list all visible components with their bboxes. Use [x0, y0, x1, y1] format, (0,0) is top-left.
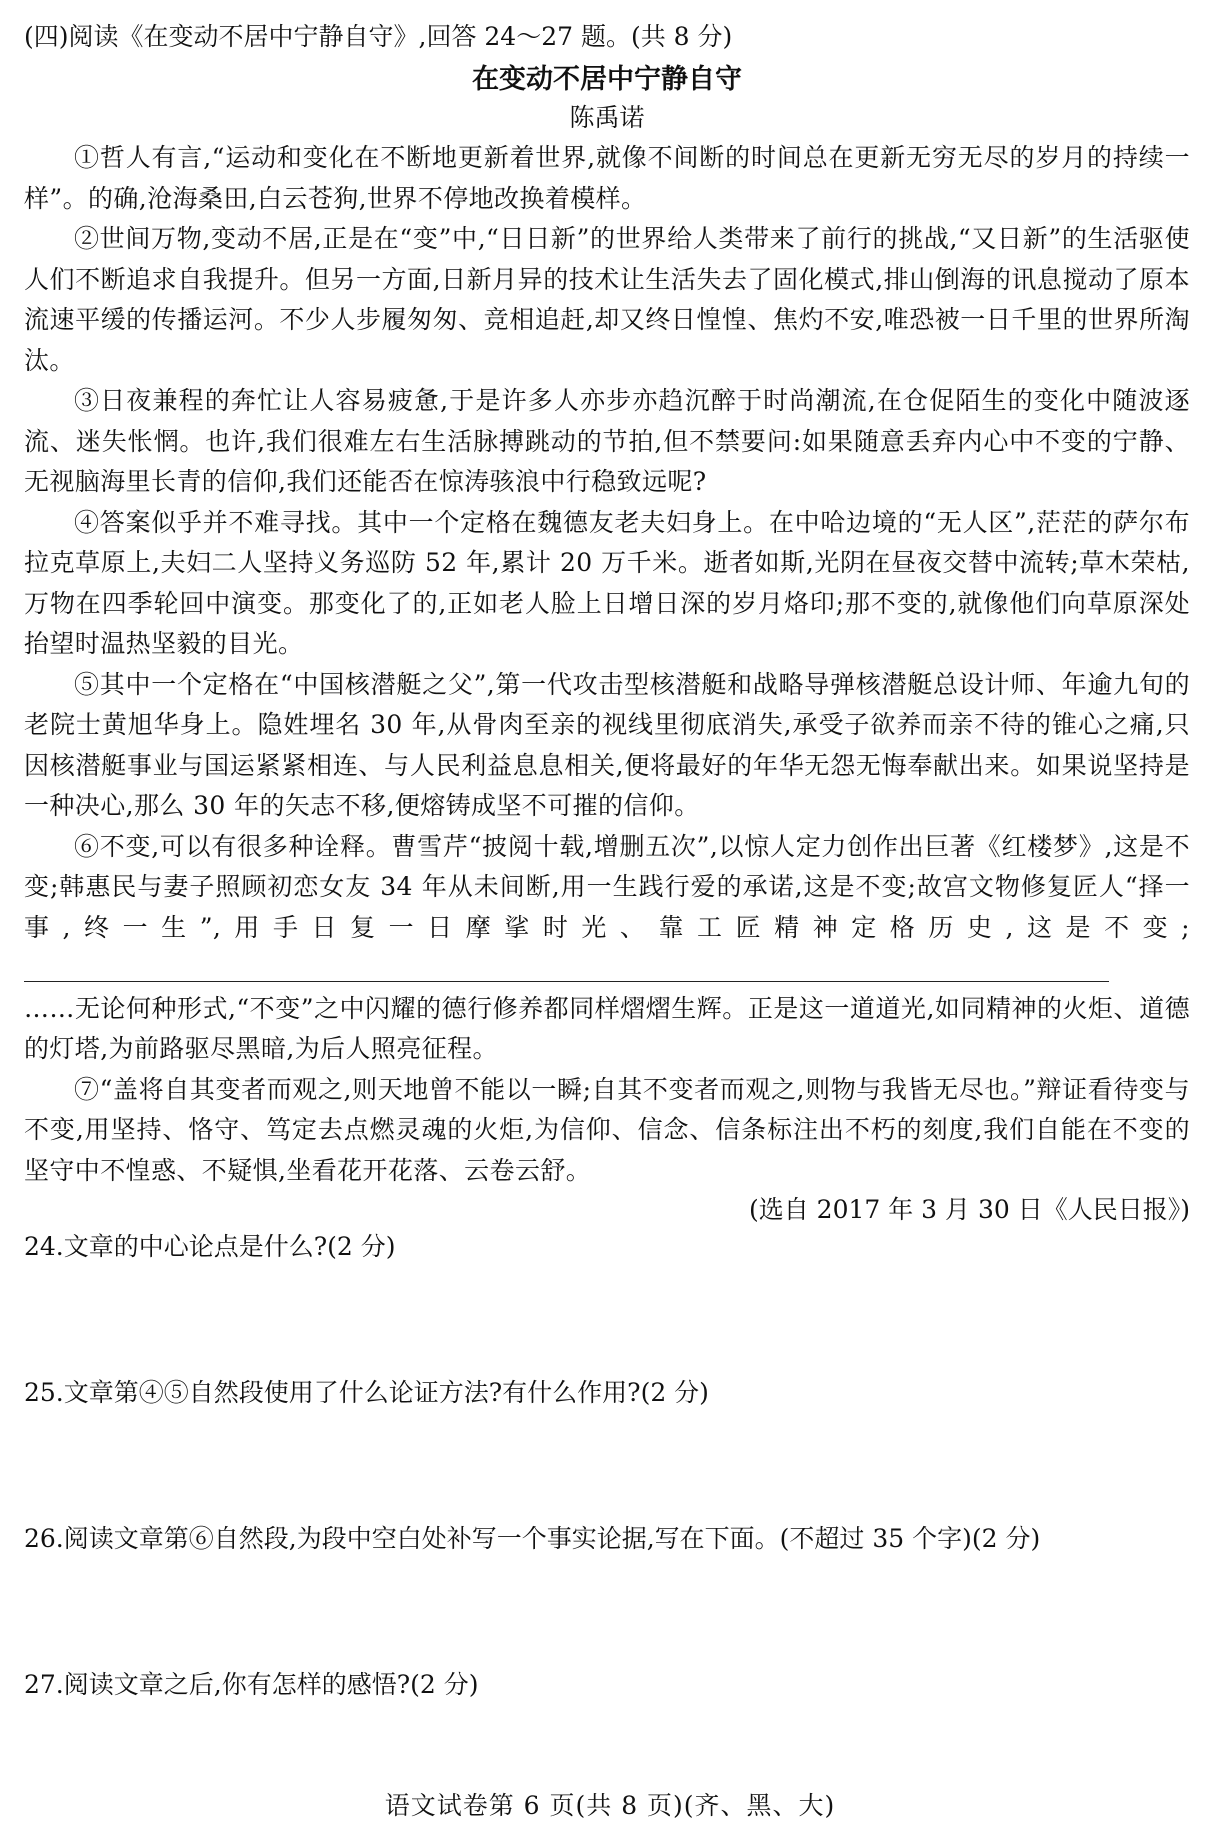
paragraph-1: ①哲人有言,“运动和变化在不断地更新着世界,就像不间断的时间总在更新无穷无尽的岁月的持续一样”。的确,沧海桑田,白云苍狗,世界不停地改换着模样。 [24, 143, 1190, 213]
paragraph-7: ⑦“盖将自其变者而观之,则天地曾不能以一瞬;自其不变者而观之,则物与我皆无尽也。”辩证看待变与不变,用坚持、恪守、笃定去点燃灵魂的火炬,为信仰、信念、信条标注出不朽的刻度,我们自能在不变的坚守中不惶惑、不疑惧,坐看花开花落、云卷云舒。 [24, 1074, 1190, 1185]
question-26: 26.阅读文章第⑥自然段,为段中空白处补写一个事实论据,写在下面。(不超过 35 个字)(2 分) [24, 1524, 1041, 1553]
question-25: 25.文章第④⑤自然段使用了什么论证方法?有什么作用?(2 分) [24, 1378, 709, 1407]
paragraph-3: ③日夜兼程的奔忙让人容易疲惫,于是许多人亦步亦趋沉醉于时尚潮流,在仓促陌生的变化中随波逐流、迷失怅惘。也许,我们很难左右生活脉搏跳动的节拍,但不禁要问:如果随意丢弃内心中不变的宁静、无视脑海里长青的信仰,我们还能否在惊涛骇浪中行稳致远呢? [24, 386, 1190, 496]
article-title: 在变动不居中宁静自守 [472, 64, 742, 95]
article-source: (选自 2017 年 3 月 30 日《人民日报》) [748, 1195, 1190, 1224]
paragraph-6-continued: ……无论何种形式,“不变”之中闪耀的德行修养都同样熠熠生辉。正是这一道道光,如同精神的火炬、道德的灯塔,为前路驱尽黑暗,为后人照亮征程。 [24, 993, 1190, 1063]
article-author: 陈禹诺 [569, 103, 645, 132]
paragraph-2: ②世间万物,变动不居,正是在“变”中,“日日新”的世界给人类带来了前行的挑战,“又日新”的生活驱使人们不断追求自我提升。但另一方面,日新月异的技术让生活失去了固化模式,排山倒海的讯息搅动了原本流速平缓的传播运河。不少人步履匆匆、竞相追赶,却又终日惶惶、焦灼不安,唯恐被一日千里的世界所淘汰。 [24, 224, 1190, 375]
question-27: 27.阅读文章之后,你有怎样的感悟?(2 分) [24, 1670, 479, 1699]
paragraph-4: ④答案似乎并不难寻找。其中一个定格在魏德友老夫妇身上。在中哈边境的“无人区”,茫茫的萨尔布拉克草原上,夫妇二人坚持义务巡防 52 年,累计 20 万千米。逝者如斯,光阴在昼夜交替中流转;草木荣枯,万物在四季轮回中演变。那变化了的,正如老人脸上日增日深的岁月烙印;那不变的,就像他们向草原深处抬望时温热坚毅的目光。 [24, 507, 1190, 658]
paragraph-5: ⑤其中一个定格在“中国核潜艇之父”,第一代攻击型核潜艇和战略导弹核潜艇总设计师、年逾九旬的老院士黄旭华身上。隐姓埋名 30 年,从骨肉至亲的视线里彻底消失,承受子欲养而亲不待的锥心之痛,只因核潜艇事业与国运紧紧相连、与人民利益息息相关,便将最好的年华无怨无悔奉献出来。如果说坚持是一种决心,那么 30 年的矢志不移,便熔铸成坚不可摧的信仰。 [24, 669, 1190, 820]
paragraph-6-text: ⑥不变,可以有很多种诠释。曹雪芹“披阅十载,增删五次”,以惊人定力创作出巨著《红楼梦》,这是不变;韩惠民与妻子照顾初恋女友 34 年从未间断,用一生践行爱的承诺,这是不变;故宫文物修复匠人“择一事,终一生”,用手日复一日摩挲时光、靠工匠精神定格历史,这是不变; [24, 831, 1190, 942]
paragraph-6 [24, 827, 1190, 989]
exam-page [24, 18, 1190, 1703]
page-footer: 语文试卷第 6 页(共 8 页)(齐、黑、大) [384, 1791, 836, 1820]
question-24: 24.文章的中心论点是什么?(2 分) [24, 1232, 396, 1261]
answer-blank-line[interactable] [24, 953, 1109, 982]
section-header: (四)阅读《在变动不居中宁静自守》,回答 24～27 题。(共 8 分) [24, 22, 733, 51]
